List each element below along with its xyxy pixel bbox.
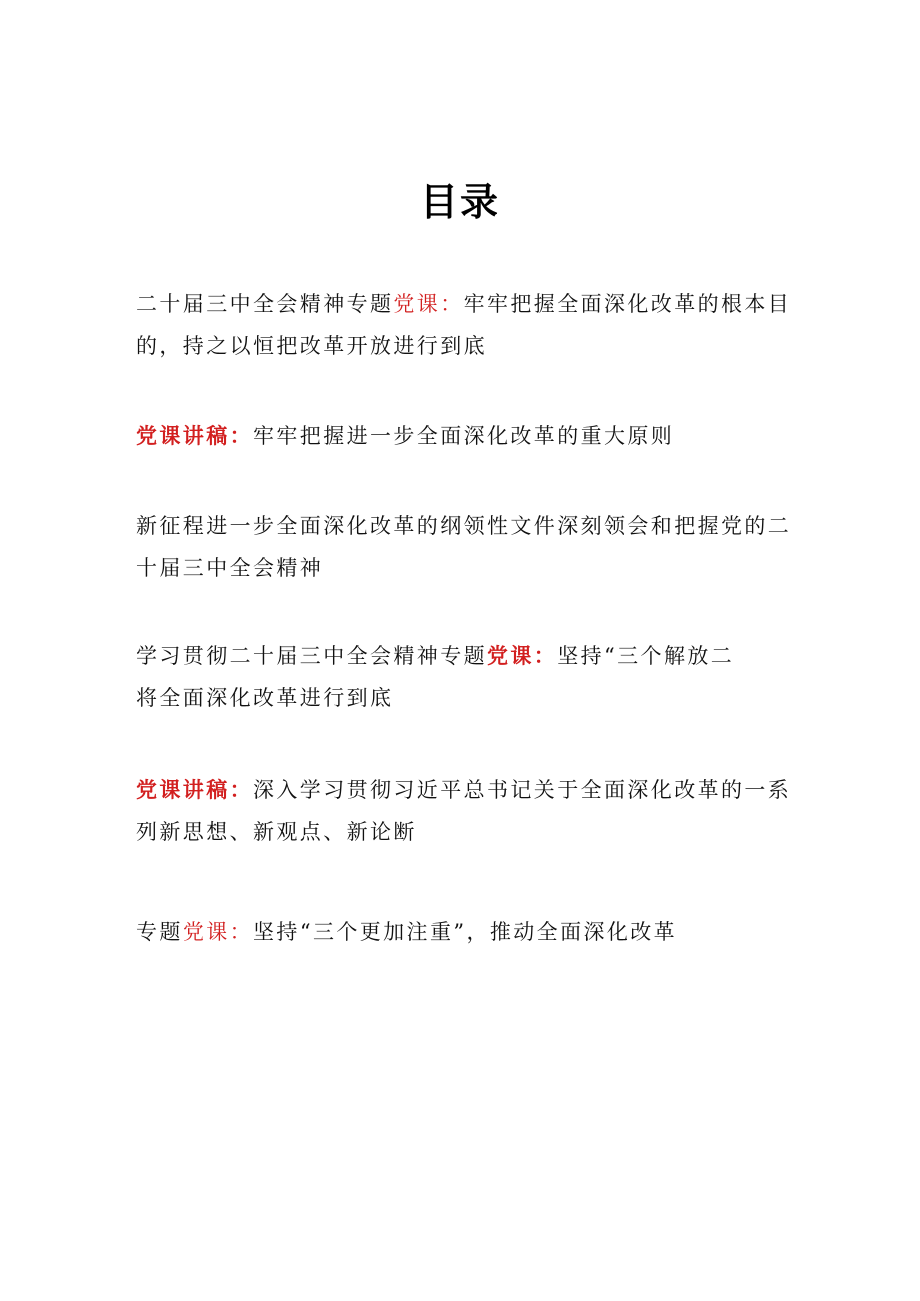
toc-entry-line (136, 283, 796, 325)
toc-entry-line: 将全面深化改革进行到底 (136, 686, 394, 710)
entry-accent-label: 党课讲稿： (136, 423, 253, 448)
toc-entry-3[interactable] (136, 505, 796, 589)
entry-prefix: 专题 (136, 920, 183, 944)
entry-accent-label: 党课讲稿： (136, 777, 253, 802)
entry-prefix: 学习贯彻二十届三中全会精神专题 (136, 644, 487, 668)
toc-entry-line: 列新思想、新观点、新论断 (136, 820, 417, 844)
toc-entry-line (136, 769, 796, 811)
entry-title-text: 坚持“三个解放二 (557, 644, 735, 668)
entry-title-text: 深入学习贯彻习近平总书记关于全面深化改革的一系 (253, 778, 792, 802)
toc-entry-line (136, 635, 796, 677)
toc-entry-5[interactable] (136, 769, 796, 853)
entry-accent-label: 党课： (182, 920, 254, 944)
toc-entry-line: 的，持之以恒把改革开放进行到底 (136, 334, 487, 358)
entry-accent-label: 党课： (487, 643, 558, 668)
toc-entry-line (136, 911, 796, 953)
toc-entry-1[interactable] (136, 283, 796, 367)
entry-title-text: 牢牢把握全面深化改革的根本目 (463, 292, 792, 316)
entry-title-text: 牢牢把握进一步全面深化改革的重大原则 (253, 424, 675, 448)
toc-entry-line: 新征程进一步全面深化改革的纲领性文件深刻领会和把握党的二 (136, 514, 792, 538)
entry-prefix: 二十届三中全会精神专题 (136, 292, 394, 316)
toc-entry-6[interactable] (136, 911, 796, 953)
toc-entry-line: 十届三中全会精神 (136, 556, 324, 580)
entry-title-text: 坚持“三个更加注重”，推动全面深化改革 (253, 920, 678, 944)
entry-accent-label: 党课： (393, 292, 464, 316)
toc-entry-line (136, 415, 796, 457)
page-title: 目录 (419, 180, 500, 224)
toc-entry-4[interactable] (136, 635, 796, 719)
toc-entry-2[interactable] (136, 415, 796, 457)
